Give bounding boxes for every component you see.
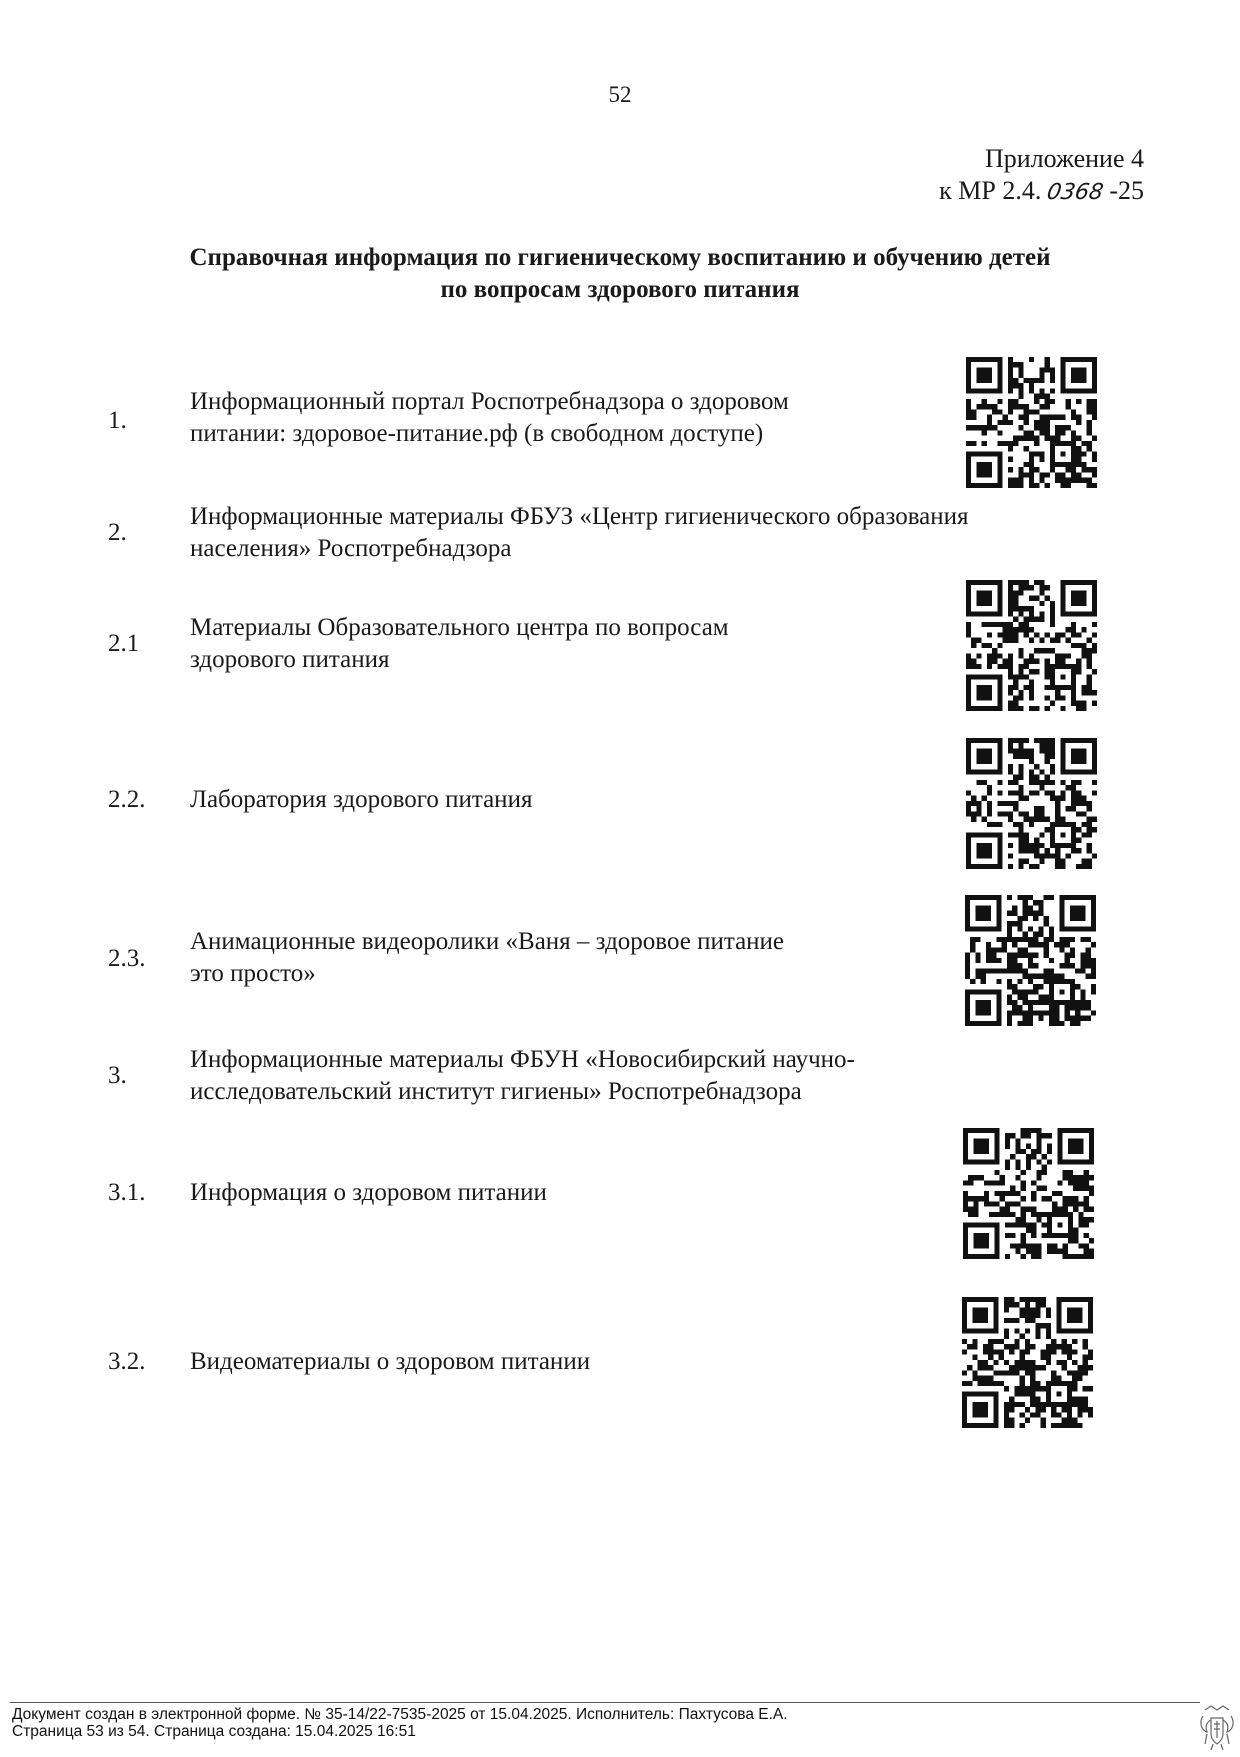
item-number: 2.3. (108, 945, 146, 972)
item-number: 1. (108, 407, 127, 434)
document-title (100, 242, 1140, 306)
item-text-line: Лаборатория здорового питания (190, 786, 533, 813)
item-text-line: Информация о здоровом питании (190, 1179, 547, 1206)
item-text (190, 926, 895, 990)
item-text (190, 784, 895, 816)
footer-document-info: Документ создан в электронной форме. № 35-14/22-7535-2025 от 15.04.2025. Исполнитель: Пахтусова Е.А. (12, 1706, 788, 1723)
item-text-line: питании: здоровое-питание.рф (в свободном доступе) (190, 420, 764, 447)
footer-divider (10, 1702, 1200, 1703)
coat-of-arms-icon (1197, 1700, 1237, 1752)
footer-page-info: Страница 53 из 54. Страница создана: 15.04.2025 16:51 (12, 1723, 416, 1740)
qr-code-icon[interactable] (965, 895, 1096, 1026)
title-line-1: Справочная информация по гигиеническому воспитанию и обучению детей (189, 244, 1051, 271)
qr-code-icon[interactable] (962, 1297, 1093, 1428)
item-text (190, 1346, 895, 1378)
item-text-line: Анимационные видеоролики «Ваня – здоровое питание (190, 928, 785, 955)
appendix-prefix: к МР 2.4. (939, 176, 1042, 205)
item-text-line: Информационные материалы ФБУЗ «Центр гигиенического образования (190, 503, 969, 530)
qr-code-icon[interactable] (966, 738, 1097, 869)
item-text-line: Видеоматериалы о здоровом питании (190, 1348, 591, 1375)
qr-code-graphic (966, 738, 1097, 869)
item-text (190, 612, 895, 676)
item-number: 3. (108, 1062, 127, 1089)
item-number: 3.2. (108, 1348, 146, 1375)
item-number: 2.1 (108, 630, 140, 657)
page-number: 52 (608, 82, 632, 107)
item-text (190, 1044, 1147, 1108)
qr-code-icon[interactable] (966, 580, 1097, 711)
appendix-label: Приложение 4 (984, 144, 1144, 173)
title-line-2: по вопросам здорового питания (440, 276, 800, 303)
item-text-line: населения» Роспотребнадзора (190, 535, 512, 562)
item-text-line: Информационный портал Роспотребнадзора о здоровом (190, 388, 789, 415)
item-text-line: исследовательский институт гигиены» Роспотребнадзора (190, 1078, 802, 1105)
item-number: 2. (108, 519, 127, 546)
qr-code-graphic (966, 580, 1097, 711)
item-number: 3.1. (108, 1179, 146, 1206)
item-number: 2.2. (108, 786, 146, 813)
item-text (190, 1177, 895, 1209)
item-text-line: Информационные материалы ФБУН «Новосибирский научно- (190, 1046, 855, 1073)
item-text-line: здорового питания (190, 646, 390, 673)
item-text-line: это просто» (190, 960, 316, 987)
appendix-reference (939, 175, 1144, 209)
qr-code-graphic (965, 895, 1096, 1026)
qr-code-icon[interactable] (966, 357, 1097, 488)
item-text-line: Материалы Образовательного центра по вопросам (190, 614, 729, 641)
item-text (190, 501, 1147, 565)
qr-code-graphic (963, 1128, 1094, 1259)
appendix-suffix: -25 (1109, 176, 1144, 205)
qr-code-icon[interactable] (963, 1128, 1094, 1259)
item-text (190, 386, 895, 450)
handwritten-number: 0368 (1045, 180, 1106, 205)
qr-code-graphic (962, 1297, 1093, 1428)
qr-code-graphic (966, 357, 1097, 488)
